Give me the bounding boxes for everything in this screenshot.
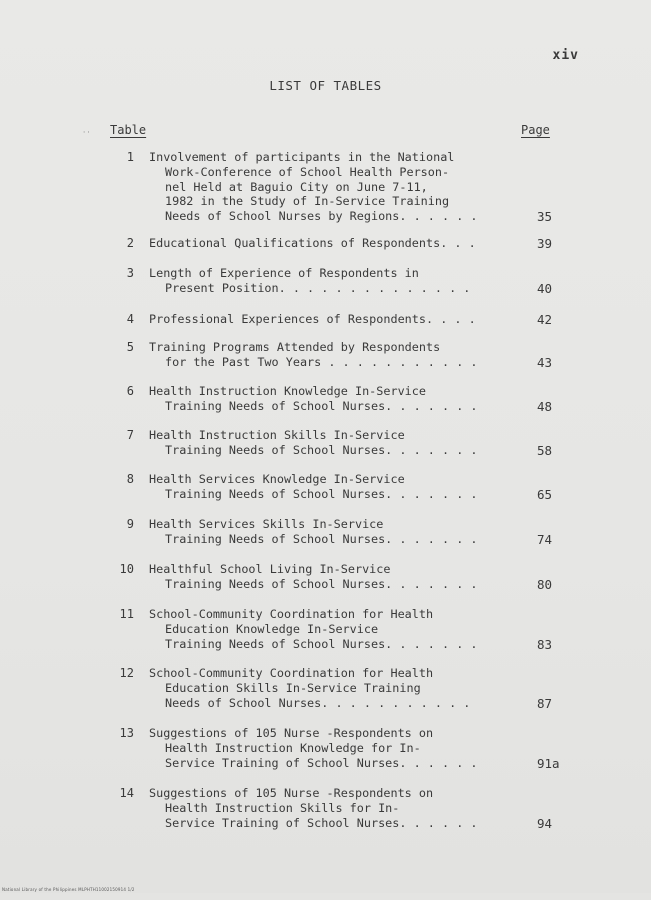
page-reference: 80 [537, 576, 553, 592]
table-title-line: School-Community Coordination for Health [149, 607, 434, 621]
page-reference: 43 [537, 354, 553, 370]
table-number: 5 [126, 340, 134, 354]
table-column-header: Table [110, 123, 147, 137]
table-title-line: Education Knowledge In-Service [165, 621, 379, 636]
page-reference: 94 [537, 815, 553, 831]
table-title-line: Suggestions of 105 Nurse -Respondents on [149, 726, 434, 740]
table-title [149, 786, 519, 830]
table-title [149, 607, 519, 651]
table-title [149, 266, 519, 296]
table-title [149, 428, 519, 458]
table-title [149, 340, 519, 370]
table-title-line: Educational Qualifications of Respondents. . . [149, 236, 476, 250]
margin-mark: '' [82, 130, 91, 138]
table-number: 14 [119, 786, 134, 800]
table-title-line: Health Instruction Knowledge In-Service [149, 384, 426, 398]
page-reference: 48 [537, 398, 553, 414]
table-number: 7 [126, 428, 134, 442]
table-title-line: Service Training of School Nurses. . . . . . [165, 815, 478, 830]
table-title-line: Present Position. . . . . . . . . . . . . . [165, 280, 471, 295]
table-title-line: Training Needs of School Nurses. . . . . . . [165, 531, 478, 546]
list-item [0, 726, 651, 770]
table-number: 6 [126, 384, 134, 398]
table-number: 3 [126, 266, 134, 280]
table-title [149, 562, 519, 592]
list-item [0, 562, 651, 592]
table-number: 13 [119, 726, 134, 740]
table-title-line: Training Needs of School Nurses. . . . . . . [165, 442, 478, 457]
table-number: 12 [119, 666, 134, 680]
table-title-line: Length of Experience of Respondents in [149, 266, 419, 280]
list-item [0, 340, 651, 370]
table-title-line: Training Needs of School Nurses. . . . . . . [165, 486, 478, 501]
table-title-line: Health Instruction Knowledge for In- [165, 740, 421, 755]
list-item [0, 150, 651, 224]
table-title-line: School-Community Coordination for Health [149, 666, 434, 680]
table-title-line: Work-Conference of School Health Person- [165, 164, 450, 179]
table-title-line: Training Programs Attended by Respondents [149, 340, 441, 354]
page-reference: 35 [537, 209, 553, 225]
table-title-line: Service Training of School Nurses. . . . . . [165, 755, 478, 770]
library-footer: National Library of the Philippines MLPHTH11002150914 1/2 [2, 887, 135, 892]
table-number: 9 [126, 517, 134, 531]
page-reference: 87 [537, 695, 553, 711]
page-reference: 83 [537, 636, 553, 652]
page-title: LIST OF TABLES [269, 78, 382, 93]
table-title [149, 312, 519, 327]
table-title-line: Needs of School Nurses by Regions. . . . . . [165, 209, 478, 224]
list-item [0, 517, 651, 547]
table-number: 10 [119, 562, 134, 576]
table-number: 11 [119, 607, 134, 621]
list-item [0, 666, 651, 710]
list-item [0, 384, 651, 414]
page-reference: 91a [537, 755, 560, 771]
list-item [0, 607, 651, 651]
table-title-line: for the Past Two Years . . . . . . . . . . . [165, 354, 478, 369]
table-number: 4 [126, 312, 134, 326]
table-title-line: Suggestions of 105 Nurse -Respondents on [149, 786, 434, 800]
table-title-line: Health Services Knowledge In-Service [149, 472, 405, 486]
page-reference: 65 [537, 486, 553, 502]
table-title-line: Training Needs of School Nurses. . . . . . . [165, 576, 478, 591]
page-column-header: Page [521, 123, 550, 137]
table-title-line: Training Needs of School Nurses. . . . . . . [165, 398, 478, 413]
table-title-line: Training Needs of School Nurses. . . . . . . [165, 636, 478, 651]
table-title [149, 517, 519, 547]
table-title-line: Involvement of participants in the National [149, 150, 455, 164]
list-item [0, 266, 651, 296]
table-title-line: Healthful School Living In-Service [149, 562, 391, 576]
table-title [149, 236, 519, 251]
table-title [149, 666, 519, 710]
page-number: xiv [552, 48, 579, 63]
table-number: 2 [126, 236, 134, 250]
table-title-line: Health Instruction Skills for In- [165, 800, 400, 815]
list-item [0, 312, 651, 327]
page-reference: 58 [537, 442, 553, 458]
table-number: 1 [126, 150, 134, 164]
page-reference: 74 [537, 531, 553, 547]
table-title [149, 472, 519, 502]
table-title-line: Health Instruction Skills In-Service [149, 428, 405, 442]
table-title-line: Health Services Skills In-Service [149, 517, 384, 531]
table-title-line: Needs of School Nurses. . . . . . . . . . . [165, 695, 471, 710]
list-item [0, 472, 651, 502]
table-title [149, 384, 519, 414]
table-title-line: 1982 in the Study of In-Service Training [165, 194, 450, 209]
table-title-line: nel Held at Baguio City on June 7-11, [165, 179, 428, 194]
list-item [0, 236, 651, 251]
table-title-line: Professional Experiences of Respondents. . . . [149, 312, 476, 326]
table-title [149, 150, 519, 224]
list-item [0, 786, 651, 830]
page-reference: 39 [537, 236, 553, 251]
table-number: 8 [126, 472, 134, 486]
table-title [149, 726, 519, 770]
list-item [0, 428, 651, 458]
page-reference: 42 [537, 312, 553, 327]
table-title-line: Education Skills In-Service Training [165, 680, 421, 695]
page-reference: 40 [537, 280, 553, 296]
